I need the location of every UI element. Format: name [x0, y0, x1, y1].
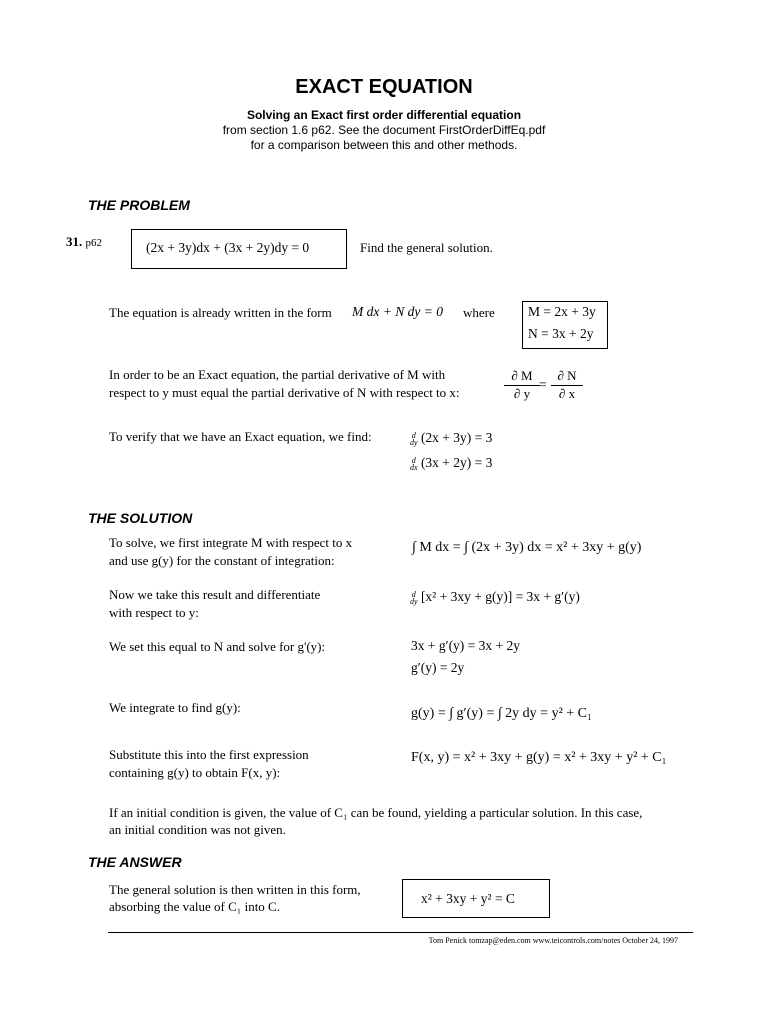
step4-equation: g(y) = ∫ g′(y) = ∫ 2y dy = y² + C₁	[411, 706, 592, 721]
verify-text: To verify that we have an Exact equation, we find:	[109, 429, 372, 444]
step1-equation: ∫ M dx = ∫ (2x + 3y) dx = x² + 3xy + g(y)	[412, 540, 642, 555]
step4-line-1: We integrate to find g(y):	[109, 700, 241, 715]
step5-line-2: containing g(y) to obtain F(x, y):	[109, 765, 281, 780]
m-definition: M = 2x + 3y	[528, 304, 596, 319]
step5-equation: F(x, y) = x² + 3xy + g(y) = x² + 3xy + y² + C₁	[411, 750, 667, 765]
equals-sign: =	[539, 377, 547, 392]
intro-line-1: from section 1.6 p62. See the document FirstOrderDiffEq.pdf	[222, 123, 546, 137]
verify-eq-2-expression: (3x + 2y) = 3	[420, 455, 493, 470]
step1-line-1: To solve, we first integrate M with respect to x	[109, 535, 353, 550]
step3-line-1: We set this equal to N and solve for g'(y):	[109, 639, 326, 654]
partial-num-left: ∂ M	[511, 368, 533, 383]
footer-text: Tom Penick tomzap@eden.com www.teicontrols.com/notes October 24, 1997	[428, 936, 678, 945]
exact-text-line-1: In order to be an Exact equation, the partial derivative of M with	[109, 367, 446, 382]
partial-fraction-left	[504, 368, 540, 402]
step2-line-1: Now we take this result and differentiate	[109, 587, 321, 602]
problem-instruction: Find the general solution.	[360, 240, 493, 255]
step5-line-1: Substitute this into the first expression	[109, 747, 309, 762]
page-title: EXACT EQUATION	[295, 76, 473, 98]
exact-text-line-2: respect to y must equal the partial derivative of N with respect to x:	[109, 385, 460, 400]
partial-den-left: ∂ y	[504, 385, 540, 402]
answer-equation: x² + 3xy + y² = C	[421, 891, 515, 906]
answer-heading: THE ANSWER	[88, 854, 182, 870]
note-line-2: an initial condition was not given.	[109, 822, 286, 837]
page-subtitle: Solving an Exact first order differential equation	[246, 108, 522, 122]
problem-heading: THE PROBLEM	[88, 197, 190, 213]
partial-den-right: ∂ x	[551, 385, 583, 402]
step2-line-2: with respect to y:	[109, 605, 199, 620]
verify-eq-2: d dx (3x + 2y) = 3	[410, 455, 493, 472]
step3-equation-2: g′(y) = 2y	[411, 660, 465, 675]
partial-num-right: ∂ N	[557, 368, 577, 383]
verify-eq-1: d dy (2x + 3y) = 3	[410, 430, 493, 447]
form-text: The equation is already written in the form	[109, 305, 332, 320]
answer-text-line-2: absorbing the value of C₁ into C.	[109, 899, 280, 914]
step3-equation-1: 3x + g′(y) = 3x + 2y	[411, 638, 521, 653]
footer-rule	[108, 932, 693, 933]
n-definition: N = 3x + 2y	[528, 326, 594, 341]
partial-fraction-right	[551, 368, 583, 402]
step1-line-2: and use g(y) for the constant of integration:	[109, 553, 335, 568]
form-equation: M dx + N dy = 0	[352, 304, 443, 319]
intro-line-2: for a comparison between this and other methods.	[250, 138, 518, 152]
step2-expression: [x² + 3xy + g(y)] = 3x + g′(y)	[420, 589, 580, 604]
problem-equation: (2x + 3y)dx + (3x + 2y)dy = 0	[146, 240, 310, 255]
step2-equation: d dy [x² + 3xy + g(y)] = 3x + g′(y)	[410, 589, 580, 606]
problem-page-ref: p62	[85, 237, 102, 249]
where-text: where	[463, 305, 495, 320]
verify-eq-1-expression: (2x + 3y) = 3	[420, 430, 493, 445]
note-line-1: If an initial condition is given, the value of C₁ can be found, yielding a particular solution. In this case,	[109, 805, 643, 820]
answer-text-line-1: The general solution is then written in this form,	[109, 882, 361, 897]
problem-number-row	[66, 234, 102, 250]
solution-heading: THE SOLUTION	[88, 510, 193, 526]
problem-number: 31.	[66, 234, 83, 249]
